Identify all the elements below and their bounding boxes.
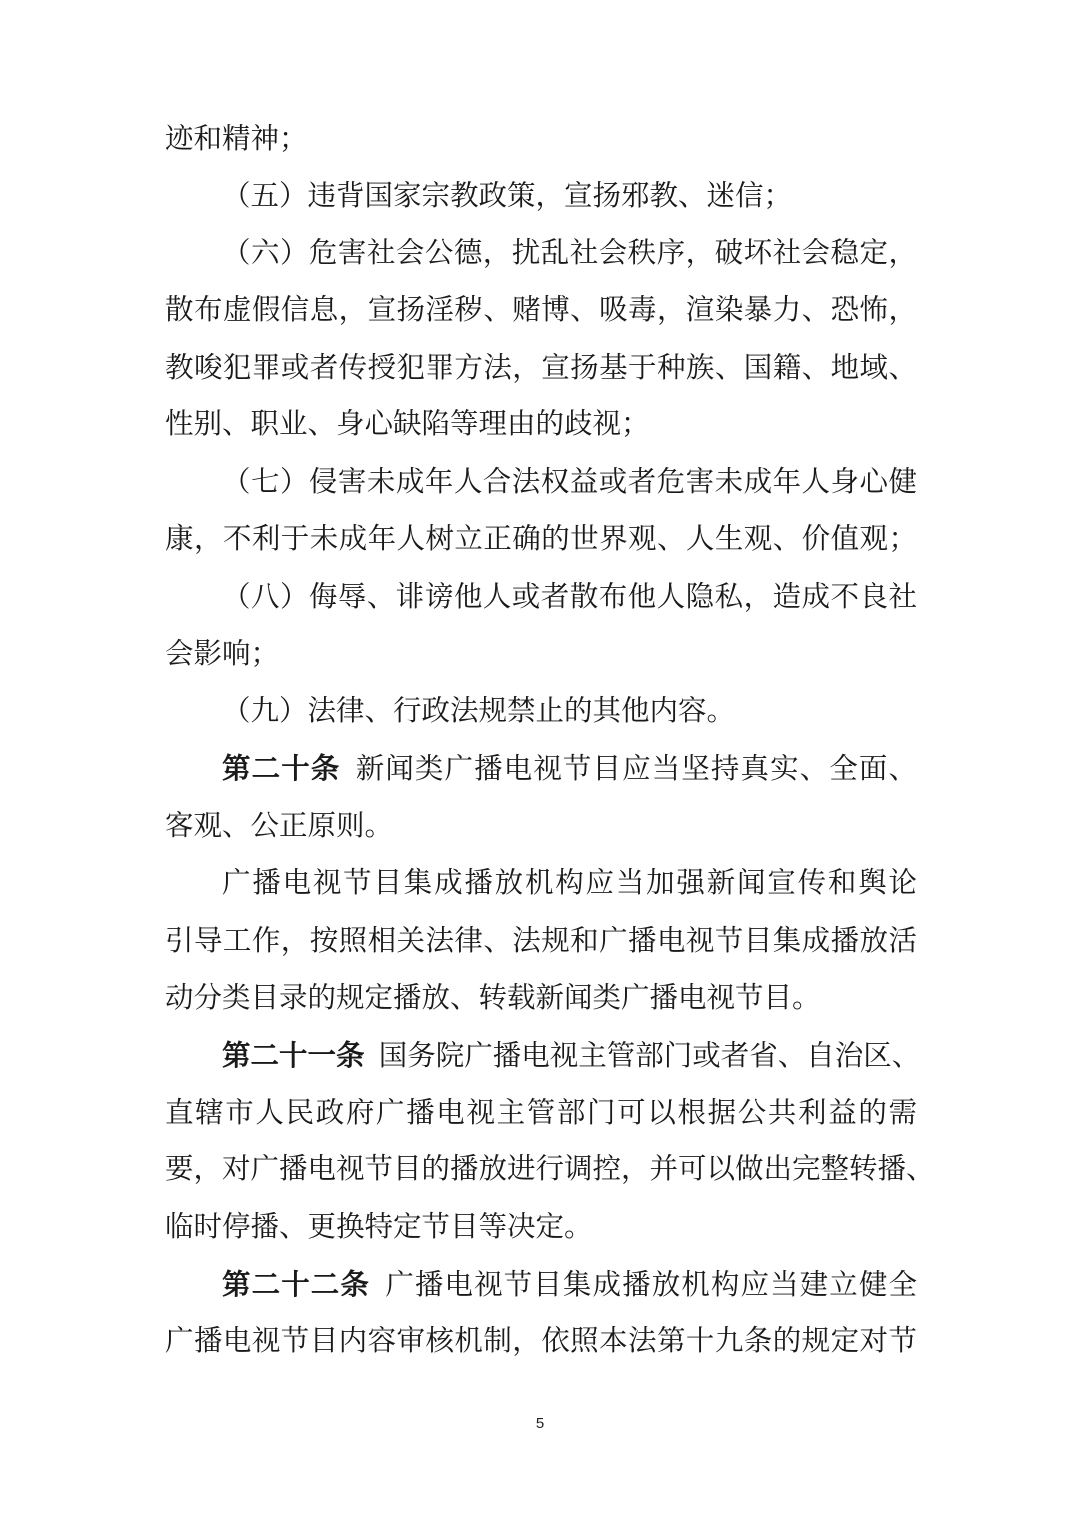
line-text: （六）危害社会公德，扰乱社会秩序，破坏社会稳定， [222, 236, 917, 269]
line-text: （九）法律、行政法规禁止的其他内容。 [222, 694, 736, 727]
line-text: 直辖市人民政府广播电视主管部门可以根据公共利益的需 [165, 1096, 917, 1129]
text-line [165, 978, 917, 1018]
article-heading: 第二十条 [222, 751, 341, 785]
text-line [165, 1207, 917, 1247]
text-line [165, 1321, 917, 1361]
text-line [222, 691, 917, 731]
text-line [165, 1093, 917, 1133]
text-line [165, 290, 917, 330]
line-text: 广播电视节目集成播放机构应当加强新闻宣传和舆论 [222, 866, 917, 899]
text-line [222, 233, 917, 273]
line-text: （八）侮辱、诽谤他人或者散布他人隐私，造成不良社 [222, 580, 917, 613]
line-text: 引导工作，按照相关法律、法规和广播电视节目集成播放活 [165, 924, 917, 957]
line-text: 广播电视节目集成播放机构应当建立健全 [384, 1268, 917, 1301]
text-line [222, 1264, 917, 1305]
line-text: 散布虚假信息，宣扬淫秽、赌博、吸毒，渲染暴力、恐怖， [165, 293, 917, 326]
line-text: 国务院广播电视主管部门或者省、自治区、 [378, 1039, 921, 1072]
line-text: （五）违背国家宗教政策，宣扬邪教、迷信； [222, 179, 793, 212]
line-text: 教唆犯罪或者传授犯罪方法，宣扬基于种族、国籍、地域、 [165, 351, 917, 384]
text-line [222, 748, 917, 789]
text-line [165, 1149, 935, 1189]
line-text: 要，对广播电视节目的播放进行调控，并可以做出完整转播、 [165, 1152, 935, 1185]
text-line [165, 806, 917, 846]
line-text: 迹和精神； [165, 122, 308, 155]
text-line [222, 577, 917, 617]
text-line [222, 176, 917, 216]
line-text: 动分类目录的规定播放、转载新闻类广播电视节目。 [165, 981, 821, 1014]
line-text: 临时停播、更换特定节目等决定。 [165, 1210, 593, 1243]
text-line [165, 404, 917, 444]
line-text: 广播电视节目内容审核机制，依照本法第十九条的规定对节 [165, 1324, 917, 1357]
line-text: 新闻类广播电视节目应当坚持真实、全面、 [354, 752, 917, 785]
text-line [222, 1035, 921, 1076]
page-number: 5 [535, 1415, 545, 1432]
text-line [165, 634, 917, 674]
line-text: 会影响； [165, 637, 280, 670]
text-line [165, 348, 917, 388]
text-line [165, 119, 917, 159]
line-text: （七）侵害未成年人合法权益或者危害未成年人身心健 [222, 465, 917, 498]
line-text: 客观、公正原则。 [165, 809, 394, 842]
text-line [165, 519, 917, 559]
article-heading: 第二十二条 [222, 1267, 370, 1301]
line-text: 康，不利于未成年人树立正确的世界观、人生观、价值观； [165, 522, 917, 555]
article-heading: 第二十一条 [222, 1038, 365, 1072]
text-line [165, 921, 917, 961]
line-text: 性别、职业、身心缺陷等理由的歧视； [165, 407, 650, 440]
text-line [222, 863, 917, 903]
text-line [222, 462, 917, 502]
